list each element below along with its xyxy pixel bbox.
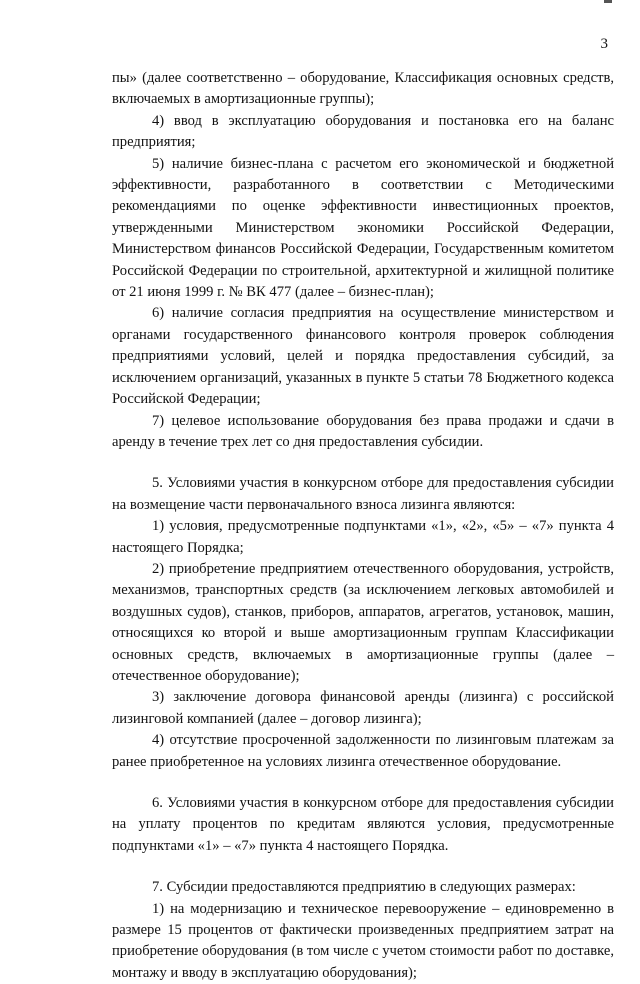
paragraph: 4) ввод в эксплуатацию оборудования и постановка его на баланс предприятия; xyxy=(112,112,614,151)
document-body xyxy=(112,68,614,984)
paragraph: 6. Условиями участия в конкурсном отборе для предоставления субсидии на уплату процентов по кредитам являются условия, предусмотренные подпунктами «1» – «7» пункта 4 настоящего Порядка. xyxy=(112,795,614,854)
paragraph: 4) отсутствие просроченной задолженности по лизинговым платежам за ранее приобретенное на условиях лизинга отечественное оборудование. xyxy=(112,732,614,770)
paragraph: 7) целевое использование оборудования без права продажи и сдачи в аренду в течение трех лет со дня предоставления субсидии. xyxy=(112,412,614,450)
paragraph: 6) наличие согласия предприятия на осуществление министерством и органами государственного финансового контроля проверок соблюдения предприятиями условий, целей и порядка предоставления субсидий, за исключением организаций, указанных в пункте 5 статьи 78 Бюджетного кодекса Российской Федерации; xyxy=(112,305,614,408)
paragraph: 3) заключение договора финансовой аренды (лизинга) с российской лизинговой компанией (далее – договор лизинга); xyxy=(112,689,614,727)
paragraph: 1) условия, предусмотренные подпунктами «1», «2», «5» – «7» пункта 4 настоящего Порядка; xyxy=(112,518,614,556)
scan-mark xyxy=(604,0,612,3)
paragraph: 1) на модернизацию и техническое перевооружение – единовременно в размере 15 процентов от фактически произведенных предприятием затрат на приобретение оборудования (в том числе с учетом стоимости работ по доставке, монтажу и вводу в эксплуатацию оборудования); xyxy=(112,900,614,981)
paragraph: пы» (далее соответственно – оборудование, Классификация основных средств, включаемых в амортизационные группы); xyxy=(112,70,614,108)
paragraph: 5) наличие бизнес-плана с расчетом его экономической и бюджетной эффективности, разработанного в соответствии с Методическими рекомендациями по оценке эффективности инвестиционных проектов, утвержденными Министерством экономики Российской Федерации, Министерством финансов Российской Федерации, Государственным комитетом Российской Федерации по строительной, архитектурной и жилищной политике от 21 июня 1999 г. № ВК 477 (далее – бизнес-план); xyxy=(112,155,614,301)
paragraph: 2) приобретение предприятием отечественного оборудования, устройств, механизмов, транспортных средств (за исключением легковых автомобилей и воздушных судов), станков, приборов, аппаратов, агрегатов, установок, машин, относящихся ко второй и выше амортизационным группам Классификации основных средств, включаемых в амортизационные группы (далее – отечественное оборудование); xyxy=(112,560,614,684)
paragraph: 7. Субсидии предоставляются предприятию в следующих размерах: xyxy=(152,879,576,896)
paragraph: 5. Условиями участия в конкурсном отборе для предоставления субсидии на возмещение части первоначального взноса лизинга являются: xyxy=(112,475,614,513)
page-number: 3 xyxy=(600,36,608,52)
